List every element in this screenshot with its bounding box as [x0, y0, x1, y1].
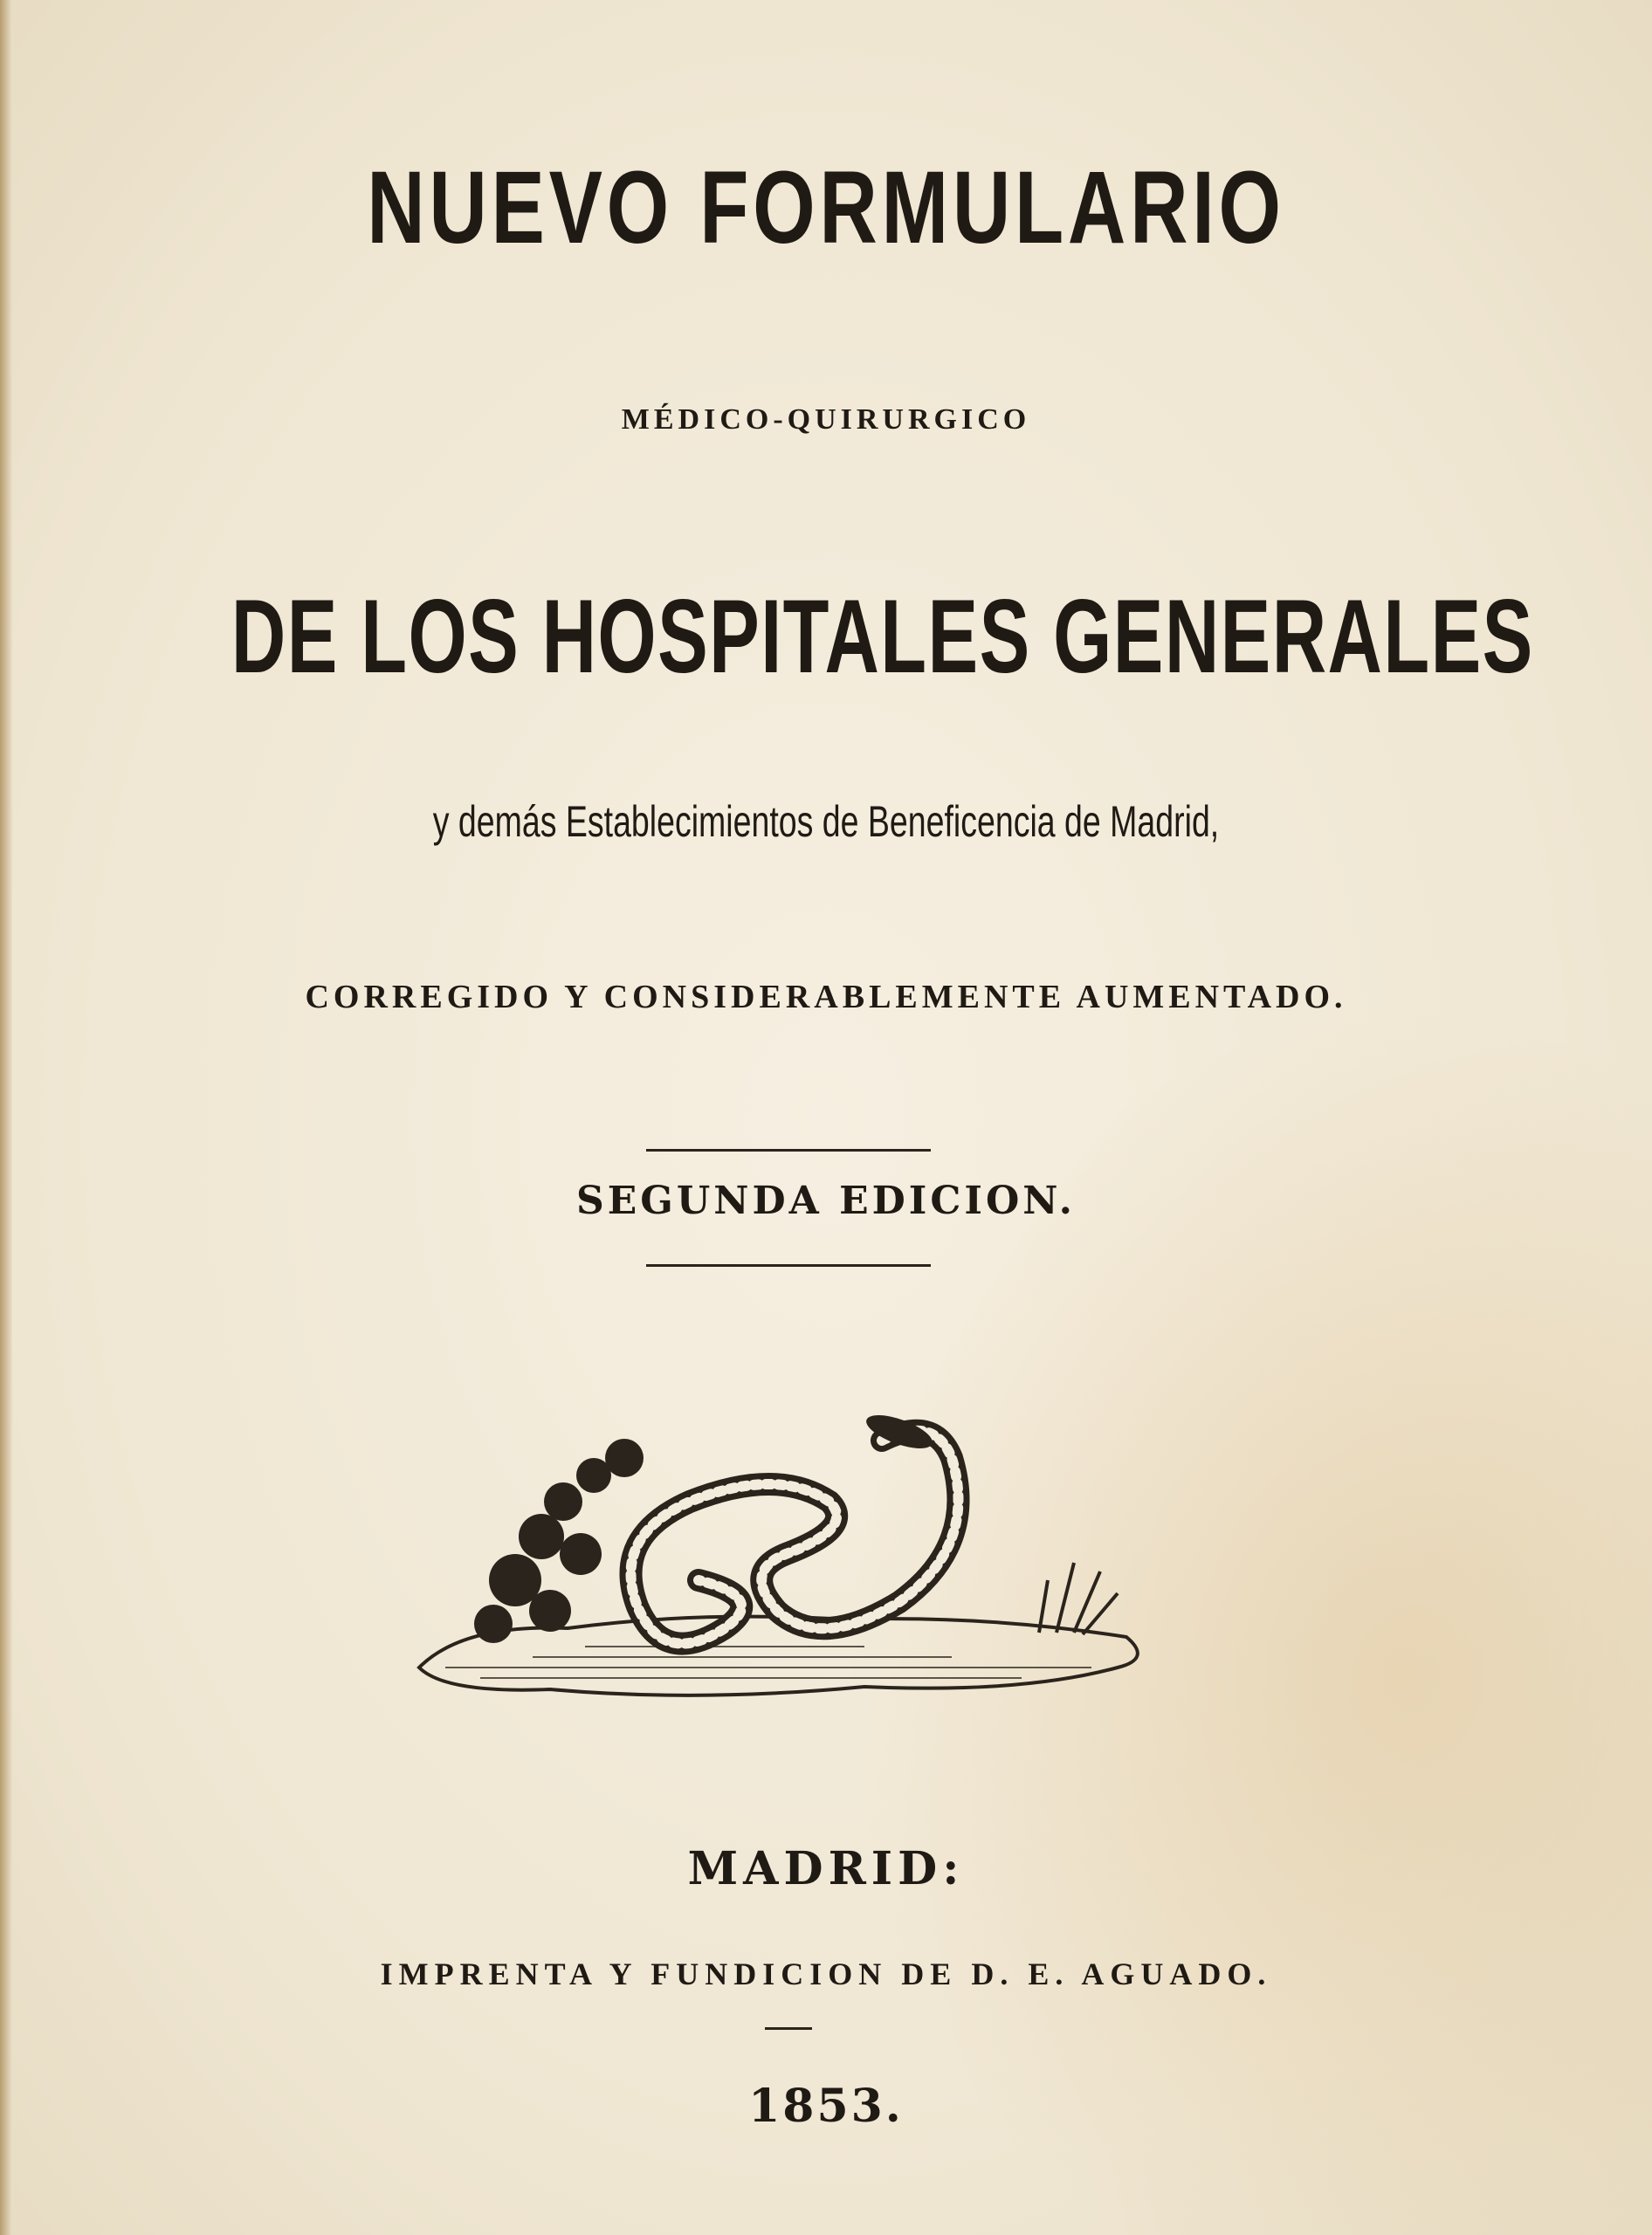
page-edge: [0, 0, 12, 2235]
serpent-vignette-illustration: [410, 1406, 1161, 1720]
edition-note: CORREGIDO Y CONSIDERABLEMENTE AUMENTADO.: [305, 979, 1347, 1015]
description-line: y demás Establecimientos de Beneficencia de Madrid,: [432, 797, 1220, 846]
divider-bottom: [646, 1264, 931, 1267]
edition-label: SEGUNDA EDICION.: [575, 1179, 1077, 1223]
subtitle-medico: MÉDICO-QUIRURGICO: [621, 403, 1031, 436]
year-label: 1853.: [748, 2080, 904, 2133]
main-title-line2: DE LOS HOSPITALES GENERALES: [231, 578, 1534, 695]
printer-label: IMPRENTA Y FUNDICION DE D. E. AGUADO.: [380, 1956, 1272, 1991]
city-label: MADRID:: [687, 1842, 965, 1895]
main-title: NUEVO FORMULARIO: [367, 150, 1285, 265]
short-divider: [765, 2027, 812, 2030]
divider-top: [646, 1149, 931, 1152]
